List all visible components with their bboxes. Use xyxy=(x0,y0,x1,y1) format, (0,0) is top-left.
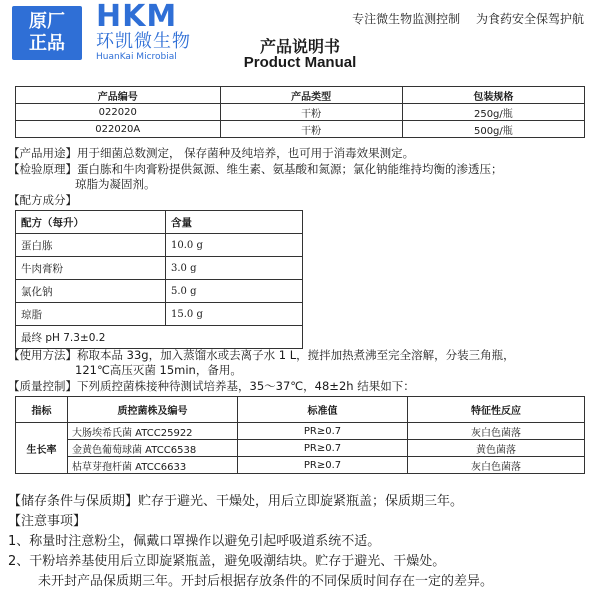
table-row xyxy=(16,303,303,326)
header-cell: 特征性反应 xyxy=(408,397,585,423)
table-cell: 10.0 g xyxy=(166,234,303,257)
page-title-cn: 产品说明书 xyxy=(259,37,340,56)
qc-intro: 【质量控制】下列质控菌株接种待测试培养基，35～37℃，48±2h 结果如下： xyxy=(8,379,415,393)
product-table xyxy=(15,86,585,138)
table-cell: 琼脂 xyxy=(16,303,166,326)
method-line-1: 【使用方法】称取本品 33g，加入蒸馏水或去离子水 1 L，搅拌加热煮沸至完全溶解，分装三角瓶， xyxy=(8,348,515,362)
table-row xyxy=(16,104,585,121)
logo-mark: HKM xyxy=(96,0,178,34)
table-cell: 金黄色葡萄球菌 ATCC6538 xyxy=(68,440,238,457)
table-cell: 3.0 g xyxy=(166,257,303,280)
table-cell: 022020 xyxy=(16,104,221,121)
slogan-part-1: 专注微生物监测控制 xyxy=(352,12,461,26)
method-line-2: 121℃高压灭菌 15min，备用。 xyxy=(75,363,242,377)
indicator-cell: 生长率 xyxy=(16,423,68,474)
principle-line-2: 琼脂为凝固剂。 xyxy=(75,177,156,191)
table-cell: 蛋白胨 xyxy=(16,234,166,257)
table-cell: 5.0 g xyxy=(166,280,303,303)
table-cell: 氯化钠 xyxy=(16,280,166,303)
quality-control-table xyxy=(15,396,585,474)
header-cell: 产品编号 xyxy=(16,87,221,104)
table-header-row xyxy=(16,87,585,104)
principle-line-1: 【检验原理】蛋白胨和牛肉膏粉提供氮源、维生素、氨基酸和氮源；氯化钠能维持均衡的渗透压； xyxy=(8,162,503,176)
table-cell: 干粉 xyxy=(220,121,402,138)
table-row xyxy=(16,457,585,474)
table-row xyxy=(16,121,585,138)
table-cell: 022020A xyxy=(16,121,221,138)
table-row xyxy=(16,234,303,257)
table-cell: PR≥0.7 xyxy=(238,423,408,440)
table-row xyxy=(16,280,303,303)
note-3: 未开封产品保质期三年。开封后根据存放条件的不同保质时间存在一定的差异。 xyxy=(38,574,494,589)
header-cell: 质控菌株及编号 xyxy=(68,397,238,423)
header-cell: 产品类型 xyxy=(220,87,402,104)
table-row xyxy=(16,257,303,280)
header-cell: 含量 xyxy=(166,211,303,234)
storage-text: 【储存条件与保质期】贮存于避光、干燥处，用后立即旋紧瓶盖；保质期三年。 xyxy=(8,494,464,509)
note-2: 2、干粉培养基使用后立即旋紧瓶盖，避免吸潮结块。贮存于避光、干燥处。 xyxy=(8,554,446,569)
composition-label: 【配方成分】 xyxy=(8,193,77,207)
header-cell: 标准值 xyxy=(238,397,408,423)
table-cell: 枯草芽孢杆菌 ATCC6633 xyxy=(68,457,238,474)
composition-table xyxy=(15,210,303,349)
slogan xyxy=(340,10,584,27)
ph-cell: 最终 pH 7.3±0.2 xyxy=(16,326,303,349)
notes-label: 【注意事项】 xyxy=(8,514,87,529)
badge-line-2: 正品 xyxy=(29,33,65,54)
header-cell: 包装规格 xyxy=(402,87,584,104)
usage-text: 【产品用途】用于细菌总数测定， 保存菌种及纯培养，也可用于消毒效果测定。 xyxy=(8,146,415,160)
badge-line-1: 原厂 xyxy=(29,11,65,32)
table-cell: 牛肉膏粉 xyxy=(16,257,166,280)
table-cell: 干粉 xyxy=(220,104,402,121)
table-cell: 15.0 g xyxy=(166,303,303,326)
table-header-row xyxy=(16,397,585,423)
table-row xyxy=(16,423,585,440)
table-row xyxy=(16,440,585,457)
table-cell: 500g/瓶 xyxy=(402,121,584,138)
table-cell: 大肠埃希氏菌 ATCC25922 xyxy=(68,423,238,440)
table-cell: 黄色菌落 xyxy=(408,440,585,457)
logo-english-name: HuanKai Microbial xyxy=(96,52,177,62)
table-cell: 灰白色菌落 xyxy=(408,457,585,474)
table-row xyxy=(16,326,303,349)
table-cell: PR≥0.7 xyxy=(238,440,408,457)
note-1: 1、称量时注意粉尘，佩戴口罩操作以避免引起呼吸道系统不适。 xyxy=(8,534,381,549)
table-cell: PR≥0.7 xyxy=(238,457,408,474)
header-cell: 配方（每升） xyxy=(16,211,166,234)
table-header-row xyxy=(16,211,303,234)
slogan-part-2: 为食药安全保驾护航 xyxy=(475,12,584,26)
table-cell: 250g/瓶 xyxy=(402,104,584,121)
table-cell: 灰白色菌落 xyxy=(408,423,585,440)
header-cell: 指标 xyxy=(16,397,68,423)
page-title-en: Product Manual xyxy=(243,54,357,71)
logo-chinese-name: 环凯微生物 xyxy=(96,31,191,52)
